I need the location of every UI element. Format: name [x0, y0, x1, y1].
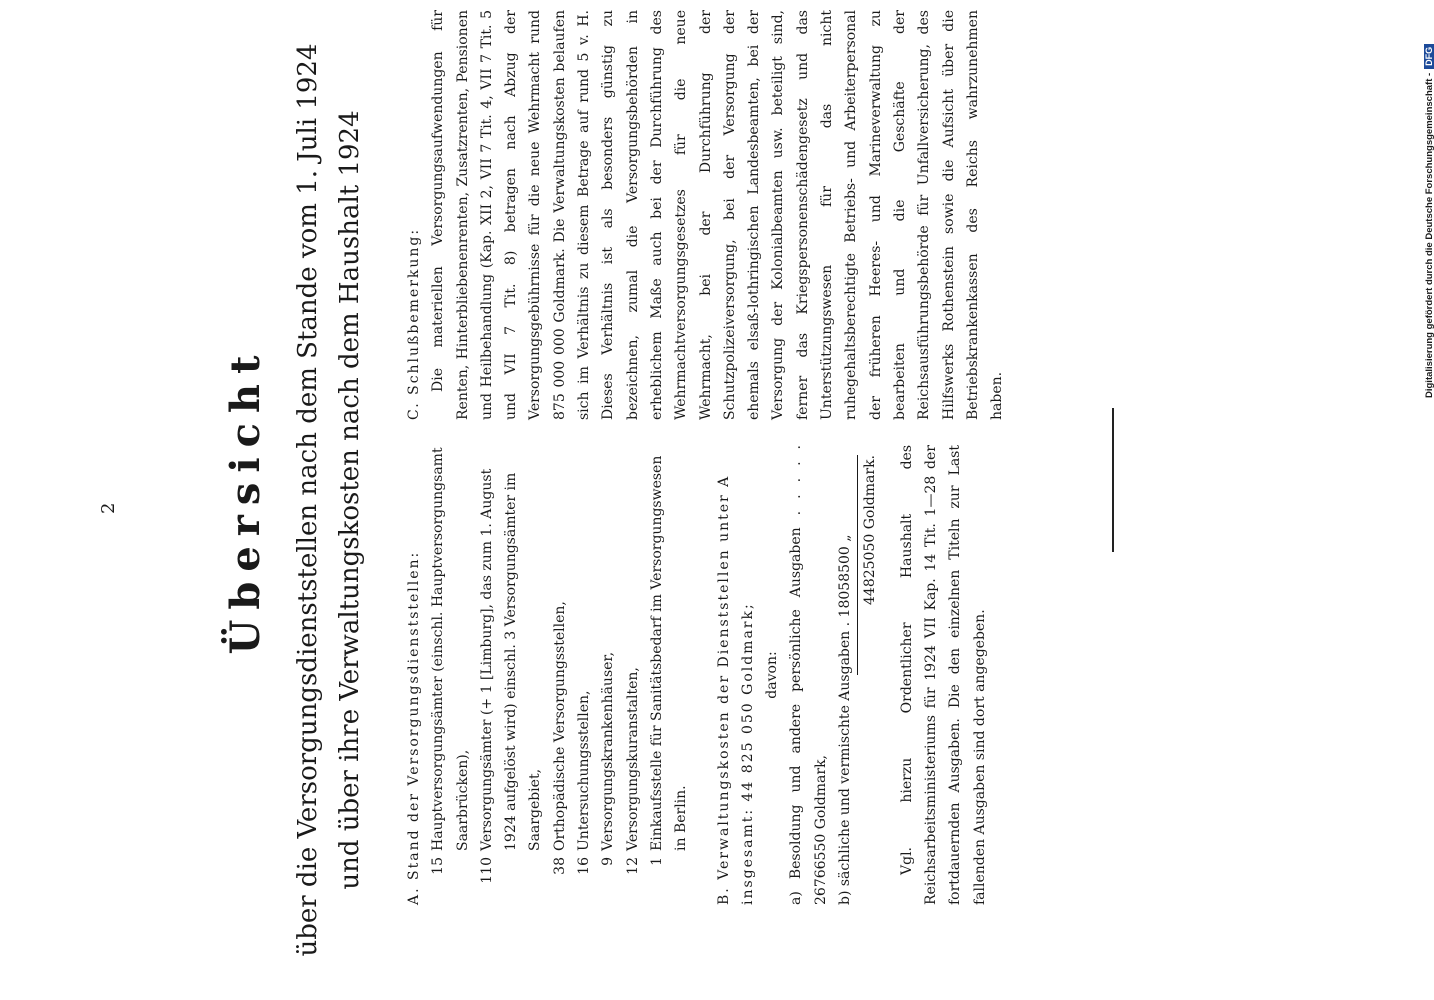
list-item: 16 Untersuchungsstellen,: [576, 690, 593, 875]
right-column: [402, 10, 1009, 420]
page-title: Übersicht: [222, 345, 269, 655]
subtitle-line-1: über die Versorgungsdienststellen nach dem Stande vom 1. Juli 1924: [293, 43, 323, 957]
budget-note: Vgl. hierzu Ordentlicher Haushalt des Reichsarbeitsministeriums für 1924 VII Kap. 14 Tit. 1—28 der fortdauernden Ausgaben. Die den einzelnen Titeln zur Last fallenden Ausgaben sind dort angegeben.: [898, 445, 988, 905]
list-item: 9 Versorgungskrankenhäuser,: [600, 651, 617, 866]
cost-item-b: b) sächliche und vermischte Ausgaben . 18058500 „: [837, 534, 854, 905]
list-item: 15 Hauptversorgungsämter (einschl. Hauptversorgungsamt Saarbrücken),: [430, 447, 471, 875]
list-item: 38 Orthopädische Versorgungsstellen,: [551, 601, 568, 875]
section-a-heading: A. Stand der Versorgungsdienststellen:: [406, 550, 422, 905]
dfg-logo: DFG: [1424, 44, 1434, 69]
closing-remark: Die materiellen Versorgungsaufwendungen für Renten, Hinterbliebenenrenten, Zusatzrenten, Pensionen und Heilbehandlung (Kap. XII 2, VII 7 Tit. 4, VII 7 Tit. 5 und VII 7 Tit. 8) betragen nach Abzug der Versorgungsgebührnisse für die neue Wehrmacht rund 875 000 000 Goldmark. Die Verwaltungskosten belaufen sich im Verhältnis zu diesem Betrage auf rund 5 v. H. Dieses Verhältnis ist als besonders günstig zu bezeichnen, zumal die Versorgungsbehörden in erheblichem Maße auch bei der Durchführung des Wehrmachtversorgungsgesetzes für die neue Wehrmacht, bei der Durchführung der Schutzpolizeiversorgung, bei der Versorgung der ehemals elsaß-lothringischen Landesbeamten, bei der Versorgung der Kolonialbeamten usw. beteiligt sind, ferner das Kriegspersonenschädengesetz und das Unterstützungswesen für das nicht ruhegehaltsberechtigte Betriebs- und Arbeiterpersonal der früheren Heeres- und Marineverwaltung zu bearbeiten und die Geschäfte der Reichsausführungsbehörde für Unfallversicherung, des Hilfswerks Rothenstein sowie die Aufsicht über die Betriebskrankenkassen des Reichs wahrzunehmen haben.: [430, 10, 1006, 420]
subtitle-line-2: und über ihre Verwaltungskosten nach dem Haushalt 1924: [335, 110, 365, 890]
davon-label: davon:: [764, 651, 781, 699]
left-column: [402, 445, 992, 905]
list-item: 110 Versorgungsämter (+ 1 [Limburg], das zum 1. August 1924 aufgelöst wird) einschl. 3 Versorgungsämter im Saargebiet,: [478, 468, 544, 884]
cost-total: 44825050 Goldmark.: [862, 454, 879, 605]
section-c-heading: C. Schlußbemerkung:: [406, 227, 422, 420]
page-number: 2: [98, 502, 119, 514]
list-item: 12 Versorgungskuranstalten,: [624, 667, 641, 875]
section-b-heading: B. Verwaltungskosten der Dienststellen unter A insgesamt: 44 825 050 Goldmark;: [715, 474, 756, 905]
dfg-sidebar: [1420, 8, 1434, 398]
cost-item-a: a) Besoldung und andere persönliche Ausgaben . . . . . 26766550 Goldmark,: [788, 445, 829, 905]
list-item: 1 Einkaufsstelle für Sanitätsbedarf im Versorgungswesen in Berlin.: [648, 455, 690, 866]
end-rule: [1112, 408, 1114, 552]
sidebar-text: Digitalisierung gefördert durch die Deutsche Forschungsgemeinschaft -: [1423, 72, 1434, 398]
